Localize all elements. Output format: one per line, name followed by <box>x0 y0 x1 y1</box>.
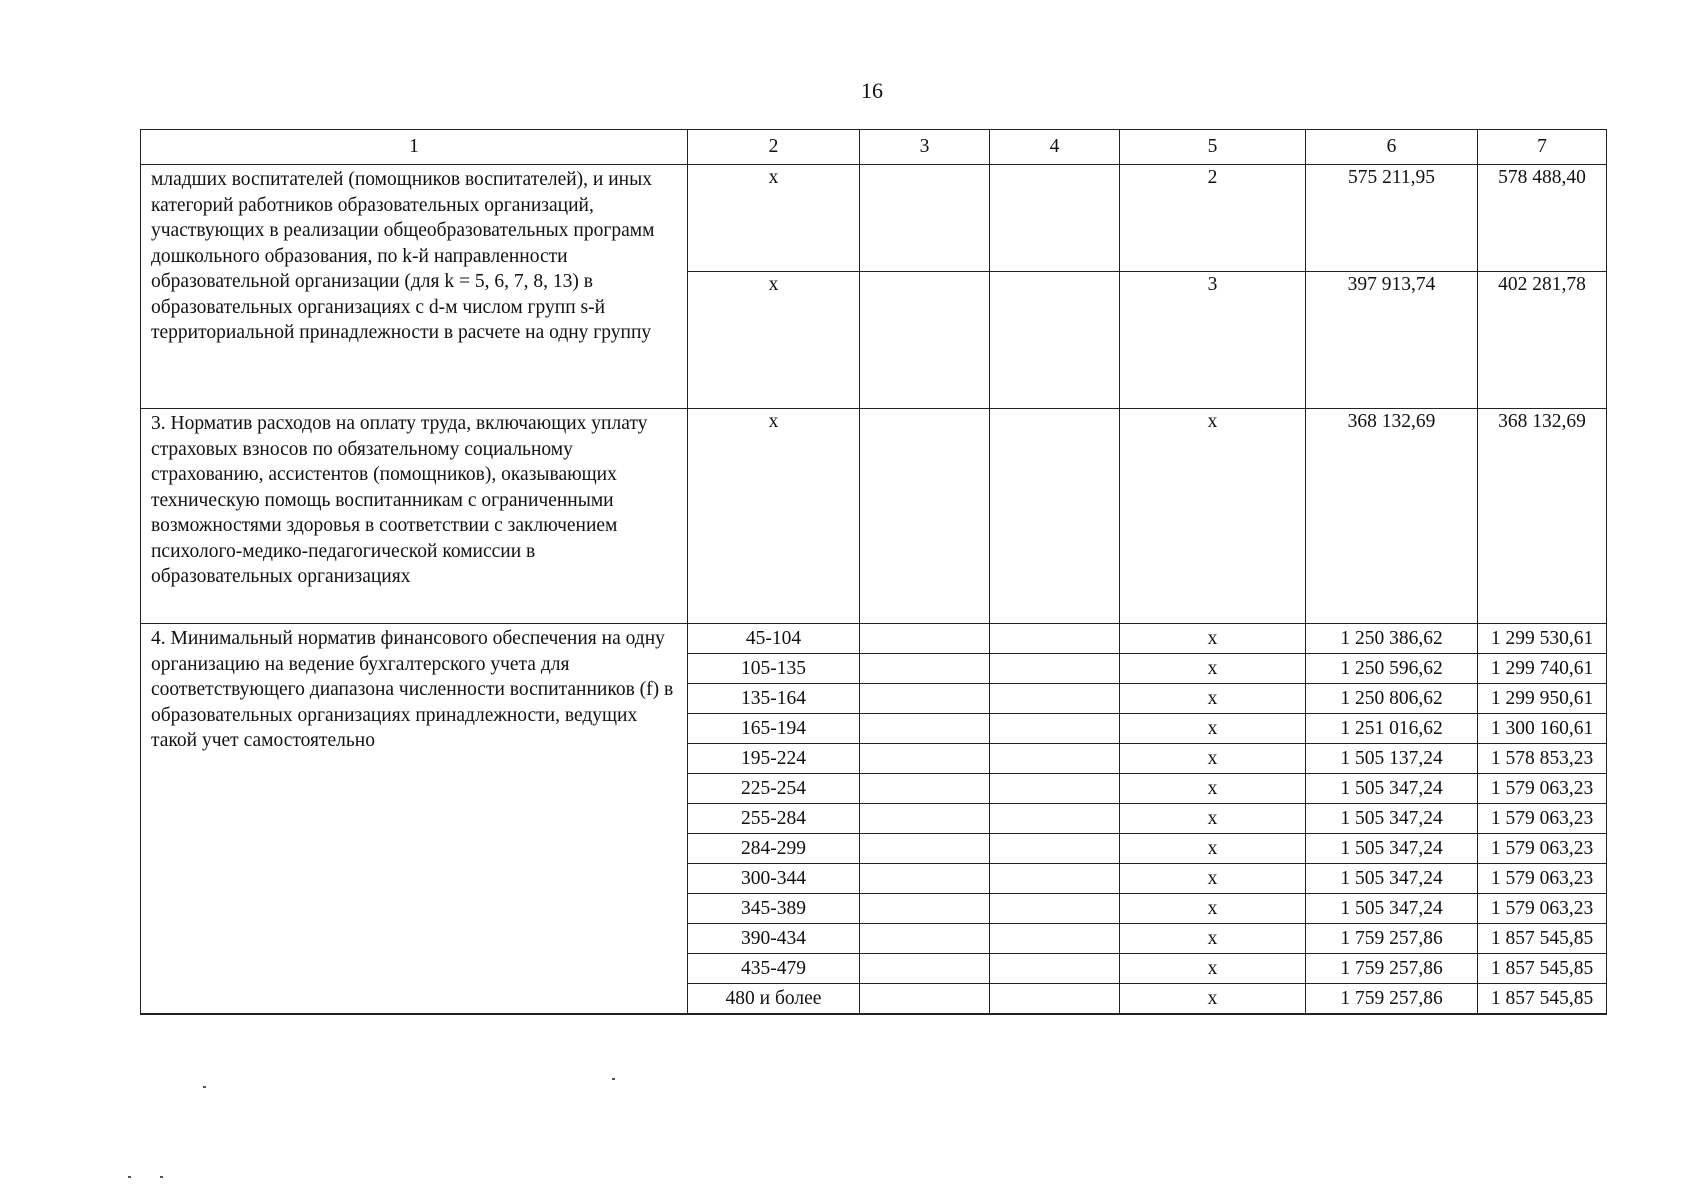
table-cell: х <box>688 272 860 409</box>
table-cell: х <box>1120 894 1306 924</box>
table-cell: х <box>1120 774 1306 804</box>
table-cell: 1 759 257,86 <box>1306 954 1478 984</box>
scan-speck <box>612 1078 615 1080</box>
table-cell: х <box>1120 864 1306 894</box>
table-cell <box>860 684 990 714</box>
table-cell: 300-344 <box>688 864 860 894</box>
table-cell <box>990 272 1120 409</box>
table-cell <box>990 409 1120 624</box>
table-cell: 1 505 137,24 <box>1306 744 1478 774</box>
table-cell <box>990 834 1120 864</box>
table-cell: 402 281,78 <box>1478 272 1607 409</box>
table-cell: 1 857 545,85 <box>1478 924 1607 954</box>
table-cell: х <box>688 409 860 624</box>
table-cell: 1 300 160,61 <box>1478 714 1607 744</box>
table-cell: 45-104 <box>688 624 860 654</box>
table-cell: х <box>1120 924 1306 954</box>
column-header: 1 <box>141 130 688 165</box>
table-cell <box>860 954 990 984</box>
table-cell: х <box>1120 654 1306 684</box>
table-cell <box>860 774 990 804</box>
table-cell: 1 759 257,86 <box>1306 984 1478 1015</box>
table-cell <box>860 654 990 684</box>
table-cell <box>860 924 990 954</box>
table-cell: х <box>1120 954 1306 984</box>
table-cell: 1 505 347,24 <box>1306 774 1478 804</box>
table-cell <box>990 744 1120 774</box>
table-cell: 1 251 016,62 <box>1306 714 1478 744</box>
table-cell: х <box>1120 804 1306 834</box>
table-cell <box>860 714 990 744</box>
column-header: 5 <box>1120 130 1306 165</box>
column-header: 7 <box>1478 130 1607 165</box>
table-cell: 480 и более <box>688 984 860 1015</box>
table-cell: 1 299 530,61 <box>1478 624 1607 654</box>
table-cell <box>860 894 990 924</box>
table-cell <box>860 864 990 894</box>
table-cell: 1 857 545,85 <box>1478 954 1607 984</box>
table-cell: 578 488,40 <box>1478 165 1607 272</box>
table-cell: х <box>1120 714 1306 744</box>
table-cell: х <box>1120 834 1306 864</box>
table-cell: 397 913,74 <box>1306 272 1478 409</box>
table-cell: 1 505 347,24 <box>1306 864 1478 894</box>
column-header: 3 <box>860 130 990 165</box>
column-header: 4 <box>990 130 1120 165</box>
norms-table <box>140 129 1607 1015</box>
table-cell <box>990 654 1120 684</box>
table-cell: 2 <box>1120 165 1306 272</box>
page-number: 16 <box>861 78 883 103</box>
table-cell: 575 211,95 <box>1306 165 1478 272</box>
table-cell: 165-194 <box>688 714 860 744</box>
table-cell: 1 250 596,62 <box>1306 654 1478 684</box>
table-cell <box>860 744 990 774</box>
table-cell <box>990 864 1120 894</box>
table-row <box>141 409 1607 624</box>
table-cell <box>990 924 1120 954</box>
table-cell: 390-434 <box>688 924 860 954</box>
table-row <box>141 624 1607 654</box>
table-cell <box>990 894 1120 924</box>
table-cell: х <box>1120 409 1306 624</box>
table-cell <box>990 624 1120 654</box>
column-header: 6 <box>1306 130 1478 165</box>
table-cell: 1 579 063,23 <box>1478 774 1607 804</box>
table-cell: 1 578 853,23 <box>1478 744 1607 774</box>
table-cell: 435-479 <box>688 954 860 984</box>
table-cell: 1 857 545,85 <box>1478 984 1607 1015</box>
table-cell: 1 505 347,24 <box>1306 804 1478 834</box>
row-description: 4. Минимальный норматив финансового обеспечения на одну организацию на ведение бухгалтерского учета для соответствующего диапазона численности воспитанников (f) в образовательных организациях принадлежности, ведущих такой учет самостоятельно <box>141 624 688 1015</box>
scan-speck <box>203 1086 206 1088</box>
table-cell: 195-224 <box>688 744 860 774</box>
scan-speck <box>128 1176 131 1178</box>
table-cell <box>860 624 990 654</box>
table-cell: х <box>688 165 860 272</box>
table-cell: 1 579 063,23 <box>1478 834 1607 864</box>
table-cell <box>860 984 990 1015</box>
row-description: младших воспитателей (помощников воспитателей), и иных категорий работников образовательных организаций, участвующих в реализации общеобразовательных программ дошкольного образования, по k-й направленности образовательной организации (для k = 5, 6, 7, 8, 13) в образовательных организациях с d-м числом групп s-й территориальной принадлежности в расчете на одну группу <box>141 165 688 409</box>
column-header: 2 <box>688 130 860 165</box>
table-cell <box>860 804 990 834</box>
table-cell: 1 505 347,24 <box>1306 834 1478 864</box>
table-cell: х <box>1120 684 1306 714</box>
table-cell <box>990 165 1120 272</box>
table-cell <box>860 165 990 272</box>
table-cell: 105-135 <box>688 654 860 684</box>
table-cell <box>990 774 1120 804</box>
table-cell: 1 299 950,61 <box>1478 684 1607 714</box>
table-cell: 368 132,69 <box>1306 409 1478 624</box>
table-cell <box>860 834 990 864</box>
table-cell: 284-299 <box>688 834 860 864</box>
table-cell: 368 132,69 <box>1478 409 1607 624</box>
table-cell: 225-254 <box>688 774 860 804</box>
table-cell <box>990 954 1120 984</box>
table-row <box>141 165 1607 272</box>
table-cell <box>990 984 1120 1015</box>
table-cell: 1 759 257,86 <box>1306 924 1478 954</box>
table-cell: 135-164 <box>688 684 860 714</box>
table-cell: х <box>1120 624 1306 654</box>
table-cell: 3 <box>1120 272 1306 409</box>
table-cell <box>990 684 1120 714</box>
table-cell <box>860 272 990 409</box>
table-cell <box>860 409 990 624</box>
scan-speck <box>160 1176 163 1178</box>
table-cell <box>990 804 1120 834</box>
table-cell: 1 250 386,62 <box>1306 624 1478 654</box>
table-cell: 255-284 <box>688 804 860 834</box>
table-cell: 1 250 806,62 <box>1306 684 1478 714</box>
table-cell: 1 299 740,61 <box>1478 654 1607 684</box>
table-cell: 345-389 <box>688 894 860 924</box>
table-cell: 1 505 347,24 <box>1306 894 1478 924</box>
header-row <box>141 130 1607 165</box>
table-cell: х <box>1120 984 1306 1015</box>
table-cell: х <box>1120 744 1306 774</box>
table-cell <box>990 714 1120 744</box>
table-cell: 1 579 063,23 <box>1478 804 1607 834</box>
table-cell: 1 579 063,23 <box>1478 864 1607 894</box>
table-cell: 1 579 063,23 <box>1478 894 1607 924</box>
row-description: 3. Норматив расходов на оплату труда, включающих уплату страховых взносов по обязательному социальному страхованию, ассистентов (помощников), оказывающих техническую помощь воспитанникам с ограниченными возможностями здоровья в соответствии с заключением психолого-медико-педагогической комиссии в образовательных организациях <box>141 409 688 624</box>
